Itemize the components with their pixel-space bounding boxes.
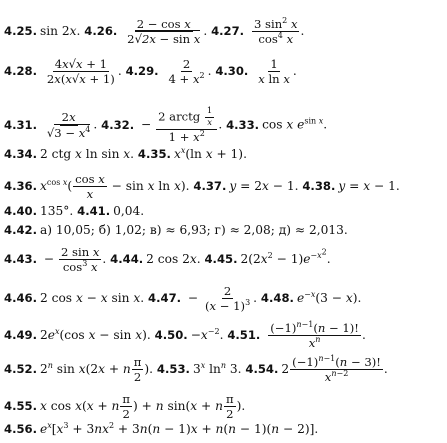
answer-number: 4.40.	[4, 204, 38, 218]
fraction: $\frac{2x}{√3 - x^4}$	[46, 110, 91, 140]
answer-number: 4.51.	[227, 328, 261, 343]
answer-number: 4.26.	[84, 24, 118, 39]
answer-line-11: 4.52. 2$^n$ sin x(2x + n $\frac{\pi}{2}$ ). 4.53. 3$^x$ $\ln^n 3$. 4.54. 2 $\frac{(-1)^{n-1}(n - 3)!}{x^{n-2}}$ .	[4, 354, 388, 385]
answer-text: 135°.	[40, 204, 74, 218]
fraction: $\frac{\pi}{2}$	[133, 355, 142, 385]
answer-number: 4.56.	[4, 422, 38, 436]
answer-line-13: 4.56. $e^x[x^3 + 3nx^2 + 3n(n - 1)x + n(n - 1)(n - 2)]$.	[4, 420, 319, 436]
answer-line-10: 4.49. $2e^x(\cos$ x − sin x). 4.50. $-x^{-2}$. 4.51. $\frac{(-1)^{n-1}(n - 1)!}{x^n}$ .	[4, 320, 366, 351]
answer-number: 4.53.	[156, 362, 190, 377]
answer-number: 4.25.	[4, 24, 38, 39]
answer-line-3: 4.31. $\frac{2x}{√3 - x^4}$ . 4.32. − 2 arctg $\frac{1}{x}$ $1 + x^2$ . 4.33. cos x $e^{sin x}$.	[4, 106, 328, 144]
fraction: 2 arctg $\frac{1}{x}$ $1 + x^2$	[156, 107, 217, 143]
answer-number: 4.44.	[110, 252, 144, 267]
answer-number: 4.49.	[4, 328, 38, 343]
answer-number: 4.52.	[4, 362, 38, 377]
fraction: $\frac{3 \sin^2 x}{\cos^4 x}$	[253, 16, 298, 47]
answer-text: а) 10,05; б) 1,02; в) ≈ 6,93; г) ≈ 2,08; д) ≈ 2,013.	[40, 223, 348, 237]
answer-line-1: 4.25. sin 2x. 4.26. $\frac{\text{2 − cos x}}{\text{2√2x − sin x}}$ . 4.27. $\frac{3 \sin^2 x}{\cos^4 x}$ .	[4, 16, 305, 47]
answer-line-12: 4.55. x cos x(x + n $\frac{\pi}{2}$ ) + n sin(x + n $\frac{\pi}{2}$ ).	[4, 392, 246, 422]
answer-line-4: 4.34. 2 ctg x ln sin x. 4.35. $x^x(\ln$ x + 1).	[4, 145, 247, 161]
answer-line-9: 4.46. 2 cos x − x sin x. 4.47. − $\frac{2}{(x - 1)^3}$ . 4.48. $e^{-x}(3 - x)$.	[4, 284, 362, 314]
fraction: $\frac{\pi}{2}$	[225, 392, 234, 422]
answer-number: 4.32.	[101, 117, 135, 132]
answer-number: 4.46.	[4, 291, 38, 306]
answer-line-5: 4.36. $x^{cos x}$( $\frac{\text{cos x}}{x}$ − sin x ln x). 4.37. y = 2x − 1. 4.38. y = x − 1.	[4, 172, 400, 202]
answer-number: 4.37.	[193, 179, 227, 194]
answer-number: 4.28.	[4, 64, 38, 79]
answer-line-2: 4.28. $\frac{4x√x + 1}{2x(x√x + 1)}$ . 4.29. $\frac{2}{4 + x^2}$ . 4.30. $\frac{1}{\text{x ln x}}$ .	[4, 57, 297, 87]
answer-number: 4.50.	[154, 328, 188, 343]
fraction: $\frac{\text{2 − cos x}}{\text{2√2x − sin x}}$	[127, 17, 201, 47]
answer-number: 4.27.	[211, 24, 245, 39]
fraction: $\frac{2}{4 + x^2}$	[168, 57, 205, 87]
answer-number: 4.43.	[4, 252, 38, 267]
answer-line-7	[4, 224, 445, 237]
answer-number: 4.47.	[148, 291, 182, 306]
fraction: $\frac{\pi}{2}$	[122, 392, 131, 422]
answer-text: 0,04.	[113, 204, 145, 218]
fraction: $\frac{2}{(x - 1)^3}$	[205, 284, 251, 314]
answer-number: 4.30.	[215, 64, 249, 79]
answer-number: 4.55.	[4, 399, 38, 414]
answer-number: 4.41.	[77, 204, 111, 218]
answer-number: 4.45.	[204, 252, 238, 267]
fraction: $\frac{4x√x + 1}{2x(x√x + 1)}$	[46, 57, 115, 87]
answer-number: 4.33.	[226, 117, 260, 132]
answer-line-8: 4.43. − $\frac{\text{2 sin x}}{\cos^3 x}$ . 4.44. 2 cos 2x. 4.45. $2(2x^2 - 1)e^{-x^2}$.	[4, 245, 331, 275]
answer-number: 4.42.	[4, 223, 38, 237]
fraction: $\frac{1}{\text{x ln x}}$	[258, 57, 290, 87]
answer-number: 4.36.	[4, 179, 38, 194]
fraction: $\frac{(-1)^{n-1}(n - 3)!}{x^{n-2}}$	[292, 354, 381, 385]
answer-number: 4.34.	[4, 147, 38, 161]
answer-number: 4.31.	[4, 117, 38, 132]
fraction: $\frac{\text{2 sin x}}{\cos^3 x}$	[60, 245, 100, 275]
answer-line-6	[4, 205, 445, 218]
fraction: $\frac{(-1)^{n-1}(n - 1)!}{x^n}$	[270, 320, 359, 351]
answer-number: 4.35.	[137, 147, 171, 161]
answer-number: 4.29.	[125, 64, 159, 79]
answer-number: 4.38.	[302, 179, 336, 194]
fraction: $\frac{\text{cos x}}{x}$	[75, 172, 105, 202]
answer-number: 4.48.	[260, 291, 294, 306]
answer-number: 4.54.	[245, 362, 279, 377]
